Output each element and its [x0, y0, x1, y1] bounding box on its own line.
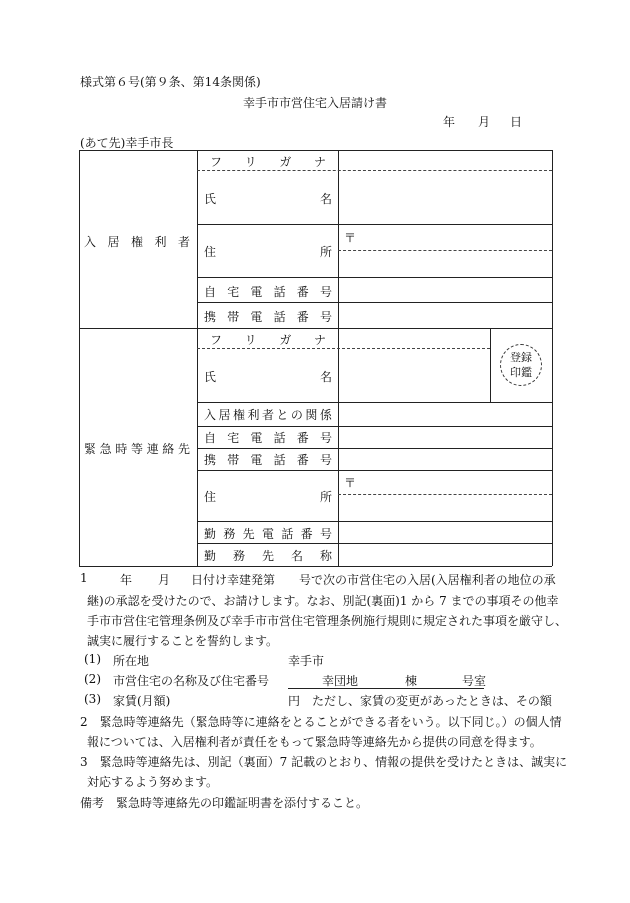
- document-title: 幸手市市営住宅入居請け書: [243, 96, 388, 110]
- seal-text-2: 印鑑: [510, 366, 532, 379]
- date-day: 日: [510, 115, 523, 129]
- emergency-postal-mark: 〒: [344, 476, 357, 490]
- emergency-home-phone-label: 自 宅 電 話 番 号: [204, 431, 332, 445]
- para3-line2: 対応するよう努めます。: [87, 775, 219, 789]
- form-number: 様式第６号(第９条、第14条関係): [80, 75, 261, 89]
- tenant-furigana-label: フ リ ガ ナ: [210, 155, 326, 169]
- addressee: (あて先)幸手市長: [80, 136, 174, 150]
- para1-number: 1: [80, 571, 88, 585]
- item3-label: 家賃(月額): [113, 694, 171, 708]
- registered-seal-stamp-area: [500, 344, 542, 386]
- item2-number: (2): [84, 672, 101, 686]
- seal-text-1: 登録: [510, 351, 532, 364]
- emergency-work-phone-label: 勤 務 先 電 話 番 号: [204, 527, 332, 541]
- item3-number: (3): [84, 692, 101, 706]
- item2-room: 号室: [462, 674, 487, 688]
- para2-line2: 報については、入居権利者が責任をもって緊急時等連絡先から提供の同意を得ます。: [87, 735, 542, 749]
- item1-number: (1): [84, 652, 101, 666]
- emergency-relation-label: 入 居 権 利 者 と の 関 係: [204, 408, 332, 422]
- emergency-furigana-label: フ リ ガ ナ: [210, 333, 326, 347]
- item2-building: 棟: [405, 674, 418, 688]
- emergency-name-label: 氏 名: [204, 370, 332, 384]
- tenant-home-phone-label: 自 宅 電 話 番 号: [204, 285, 332, 299]
- item1-label: 所在地: [113, 654, 150, 668]
- para1-line3: 手市市営住宅管理条例及び幸手市市営住宅管理条例施行規則に規定された事項を厳守し、: [87, 614, 568, 628]
- emergency-group-label: 緊 急 時 等 連 絡 先: [84, 442, 190, 456]
- item2-label: 市営住宅の名称及び住宅番号: [113, 674, 270, 688]
- para1-year: 年: [120, 573, 133, 587]
- emergency-work-name-label: 勤 務 先 名 称: [204, 549, 332, 563]
- remark: 備考 緊急時等連絡先の印鑑証明書を添付すること。: [80, 796, 369, 810]
- tenant-group-label: 入 居 権 利 者: [84, 235, 190, 249]
- item3-value: 円 ただし、家賃の変更があったときは、その額: [288, 694, 552, 708]
- para2-line1: 2 緊急時等連絡先（緊急時等に連絡をとることができる者をいう。以下同じ。）の個人情: [80, 715, 562, 729]
- para3-line1: 3 緊急時等連絡先は、別記（裏面）7 記載のとおり、情報の提供を受けたときは、誠実に: [80, 755, 568, 769]
- item2-underline: [288, 688, 484, 689]
- emergency-mobile-phone-label: 携 帯 電 話 番 号: [204, 453, 332, 467]
- tenant-address-label: 住 所: [204, 245, 332, 259]
- item2-estate: 幸団地: [322, 674, 359, 688]
- tenant-name-label: 氏 名: [204, 192, 332, 206]
- date-month: 月: [478, 115, 491, 129]
- para1-line1: 日付け幸建発第 号で次の市営住宅の入居(入居権利者の地位の承: [191, 573, 556, 587]
- para1-line2: 継)の承認を受けたので、お請けします。なお、別記(裏面)1 から 7 までの事項その他幸: [87, 594, 559, 608]
- item1-value: 幸手市: [288, 654, 325, 668]
- para1-month: 月: [158, 573, 171, 587]
- tenant-mobile-phone-label: 携 帯 電 話 番 号: [204, 310, 332, 324]
- para1-line4: 誠実に履行することを誓約します。: [87, 634, 279, 648]
- tenant-postal-mark: 〒: [344, 231, 357, 245]
- emergency-address-label: 住 所: [204, 490, 332, 504]
- date-year: 年: [443, 115, 456, 129]
